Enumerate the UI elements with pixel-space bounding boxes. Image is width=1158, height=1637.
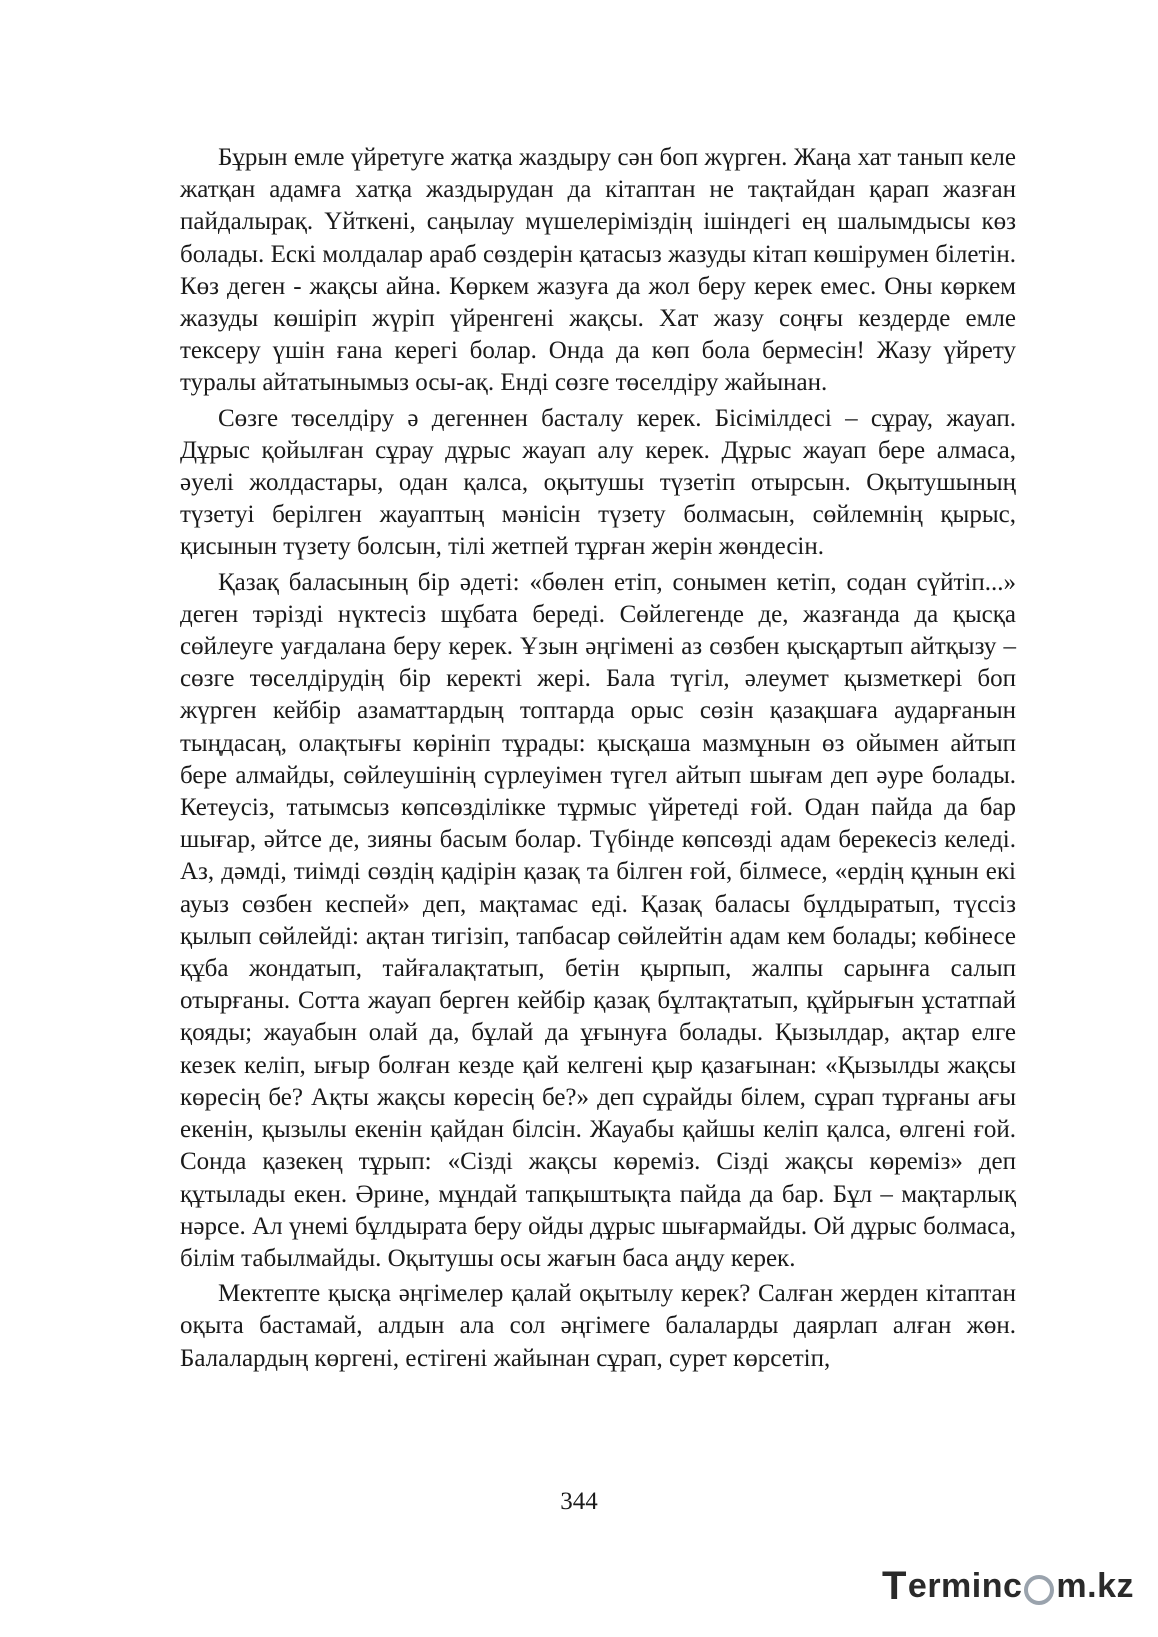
watermark-first-letter: T bbox=[881, 1564, 907, 1608]
page-body bbox=[180, 142, 1016, 1378]
watermark-ring-icon bbox=[1024, 1575, 1054, 1605]
site-watermark-logo bbox=[882, 1564, 1134, 1609]
paragraph: Мектепте қысқа әңгімелер қалай оқытылу керек? Салған жерден кітаптан оқыта бастамай, алдын ала сол әңгімеге балаларды даярлап алған жөн. Балалардың көргені, естігені жайынан сұрап, сурет көрсетіп, bbox=[180, 1280, 1016, 1372]
watermark-text-part2: m.kz bbox=[1056, 1567, 1134, 1605]
page-number: 344 bbox=[560, 1488, 598, 1515]
paragraph: Бұрын емле үйретуге жатқа жаздыру сән боп жүрген. Жаңа хат танып келе жатқан адамға хатқа жаздырудан да кітаптан не тақтайдан қарап жазған пайдалырақ. Үйткені, саңылау мүшелеріміздің ішіндегі ең шалымдысы көз болады. Ескі молдалар араб сөздерін қатасыз жазуды кітап көшірумен білетін. Көз деген - жақсы айна. Көркем жазуға да жол беру керек емес. Оны көркем жазуды көшіріп жүріп үйренгені жақсы. Хат жазу соңғы кездерде емле тексеру үшін ғана керегі болар. Онда да көп бола бермесін! Жазу үйрету туралы айтатынымыз осы-ақ. Енді сөзге төселдіру жайынан. bbox=[180, 144, 1016, 397]
watermark-text-part1: erminc bbox=[907, 1567, 1023, 1605]
paragraph: Қазақ баласының бір әдеті: «бөлен етіп, сонымен кетіп, содан сүйтіп...» деген тәрізді нүктесіз шұбата береді. Сөйлегенде де, жазғанда да қысқа сөйлеуге уағдалана беру керек. Ұзын әңгімені аз сөзбен қысқартып айтқызу – сөзге төселдірудің бір керекті жері. Бала түгіл, әлеумет қызметкері боп жүрген кейбір азаматтардың топтарда орыс сөзін қазақшаға аударғанын тыңдасаң, олақтығы көрініп тұрады: қысқаша мазмұнын өз ойымен айтып бере алмайды, сөйлеушінің сүрлеуімен түгел айтып шығам деп әуре болады. Кетеусіз, татымсыз көпсөзділікке тұрмыс үйретеді ғой. Одан пайда да бар шығар, әйтсе де, зияны басым болар. Түбінде көпсөзді адам берекесіз келеді. Аз, дәмді, тиімді сөздің қадірін қазақ та білген ғой, білмесе, «ердің құнын екі ауыз сөзбен кеспей» деп, мақтамас еді. Қазақ баласы бұлдыратып, түссіз қылып сөйлейді: ақтан тигізіп, тапбасар сөйлейтін адам кем болады; көбінесе құба жондатып, тайғалақтатып, бетін қырпып, жалпы сарынға салып отырғаны. Сотта жауап берген кейбір қазақ бұлтақтатып, құйрығын ұстатпай қояды; жауабын олай да, бұлай да ұғынуға болады. Қызылдар, ақтар елге кезек келіп, ығыр болған кезде қай келгені қыр қазағынан: «Қызылды жақсы көресің бе? Ақты жақсы көресің бе?» деп сұрайды білем, сұрап тұрғаны ағы екенін, қызылы екенін қайдан білсін. Жауабы қайшы келіп қалса, өлгені ғой. Сонда қазекең тұрып: «Сізді жақсы көреміз. Сізді жақсы көреміз» деп құтылады екен. Әрине, мұндай тапқыштықта пайда да бар. Бұл – мақтарлық нәрсе. Ал үнемі бұлдырата беру ойды дұрыс шығармайды. Ой дұрыс болмаса, білім табылмайды. Оқытушы осы жағын баса аңду керек. bbox=[180, 568, 1016, 1272]
paragraph: Сөзге төселдіру ә дегеннен басталу керек. Бісімілдесі – сұрау, жауап. Дұрыс қойылған сұрау дұрыс жауап алу керек. Дұрыс жауап бере алмаса, әуелі жолдастары, одан қалса, оқытушы түзетіп отырсын. Оқытушының түзетуі берілген жауаптың мәнісін түзету болмасын, сөйлемнің қырыс, қисынын түзету болсын, тілі жетпей тұрған жерін жөндесін. bbox=[180, 404, 1016, 561]
